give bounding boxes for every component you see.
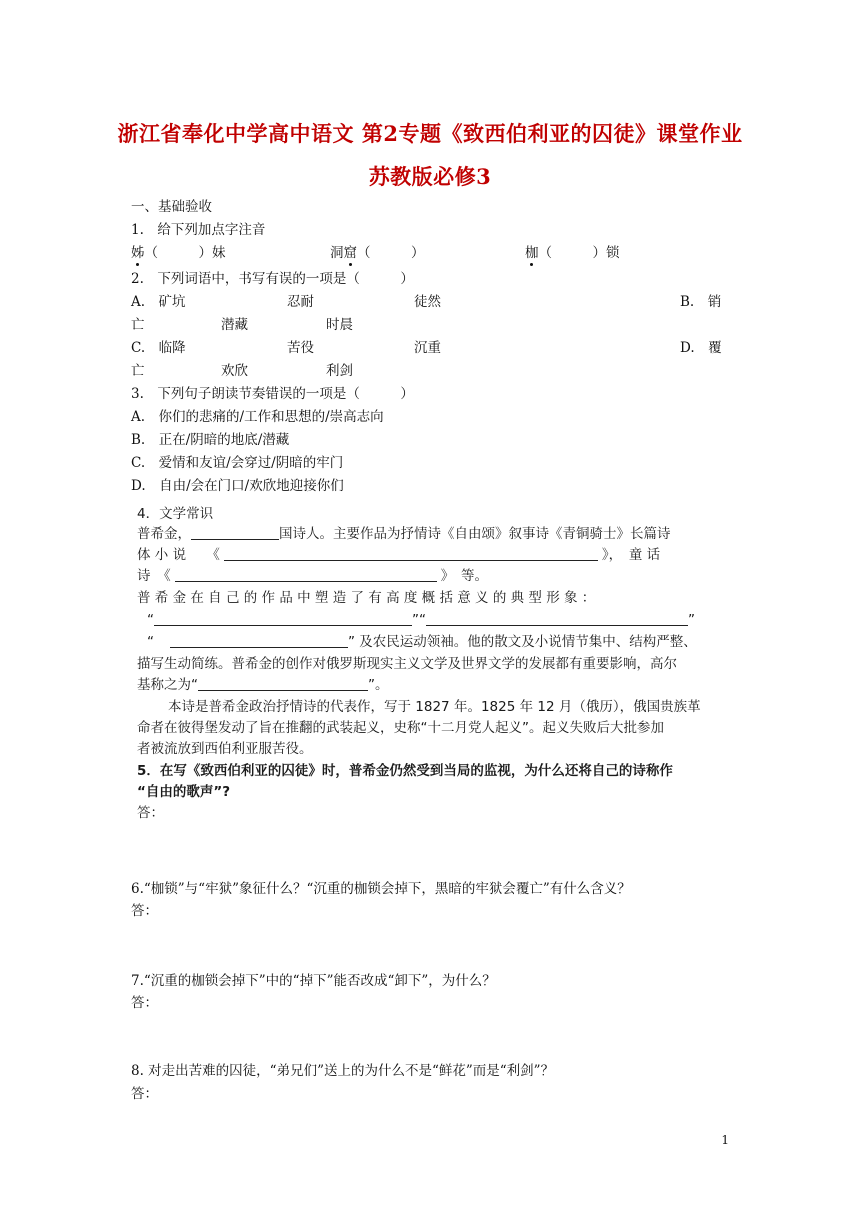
q2-option-c-word2: 苦役 bbox=[287, 340, 314, 356]
fill-blank[interactable] bbox=[198, 676, 368, 691]
q2-option-c-word3: 沉重 bbox=[414, 340, 441, 356]
q4-l3-text-b: 》 等。 bbox=[440, 568, 488, 584]
q4-l2-text-b: 》， 童 话 bbox=[601, 547, 661, 563]
q1-item-b bbox=[330, 244, 425, 262]
q7-answer-label: 答： bbox=[131, 995, 158, 1011]
q1-c-paren: （ ） bbox=[538, 245, 606, 261]
q1-b-dotted-char: 窟 bbox=[343, 245, 357, 261]
q4-l6-quote-open: “ bbox=[147, 634, 154, 650]
q1-b-paren: （ ） bbox=[357, 245, 425, 261]
q4-l6-text: ” 及农民运动领袖。他的散文及小说情节集中、结构严整、 bbox=[348, 634, 697, 650]
q2-option-a: A. 矿坑 bbox=[131, 294, 186, 310]
q2-stem: 2. 下列词语中，书写有误的一项是（ ） bbox=[131, 271, 414, 287]
q4-l5-quote-open: “ bbox=[147, 612, 154, 628]
q4-paragraph-2: 命者在彼得堡发动了旨在推翻的武装起义，史称“十二月党人起义”。起义失败后大批参加 bbox=[137, 720, 664, 736]
fill-blank[interactable] bbox=[175, 567, 437, 582]
q1-c-dotted-char: 枷 bbox=[525, 245, 539, 261]
q6-stem: 6.“枷锁”与“牢狱”象征什么？“沉重的枷锁会掉下，黑暗的牢狱会覆亡”有什么含义？ bbox=[131, 881, 631, 897]
q3-option-b: B. 正在/阴暗的地底/潜藏 bbox=[131, 432, 290, 448]
q1-a-rest: 妹 bbox=[212, 245, 226, 261]
q4-heading: 4．文学常识 bbox=[137, 506, 214, 522]
fill-blank[interactable] bbox=[154, 611, 412, 626]
q4-l8-text-a: 基称之为“ bbox=[137, 677, 198, 693]
q6-answer-label: 答： bbox=[131, 903, 158, 919]
q4-line-8 bbox=[137, 676, 389, 694]
q1-a-dotted-char: 姊 bbox=[131, 245, 145, 261]
page-number: 1 bbox=[721, 1133, 729, 1147]
q5-stem-2: “自由的歌声”? bbox=[137, 784, 231, 800]
q1-item-a bbox=[131, 244, 226, 262]
q1-a-paren: （ ） bbox=[144, 245, 212, 261]
q4-line-7: 描写生动简练。普希金的创作对俄罗斯现实主义文学及世界文学的发展都有重要影响，高尔 bbox=[137, 656, 677, 672]
q4-line-5 bbox=[147, 611, 695, 629]
q2-option-b-word2: 潜藏 bbox=[221, 317, 248, 333]
q7-stem: 7.“沉重的枷锁会掉下”中的“掉下”能否改成“卸下”，为什么？ bbox=[131, 973, 496, 989]
q2-option-a-word2: 忍耐 bbox=[287, 294, 314, 310]
q5-stem-1: 5．在写《致西伯利亚的囚徒》时，普希金仍然受到当局的监视，为什么还将自己的诗称作 bbox=[137, 763, 673, 779]
fill-blank[interactable] bbox=[224, 546, 598, 561]
q1-item-c bbox=[525, 244, 620, 262]
q2-option-d-cont: 亡 bbox=[131, 363, 145, 379]
fill-blank[interactable] bbox=[426, 611, 688, 626]
q4-line-1 bbox=[137, 525, 671, 543]
q4-line-4: 普 希 金 在 自 己 的 作 品 中 塑 造 了 有 高 度 概 括 意 义 的 典 型 形 象 ： bbox=[137, 590, 596, 606]
q4-l8-text-b: ”。 bbox=[368, 677, 389, 693]
q1-stem: 1. 给下列加点字注音 bbox=[131, 222, 266, 238]
q3-option-c: C. 爱情和友谊/会穿过/阴暗的牢门 bbox=[131, 455, 344, 471]
q4-line-2 bbox=[137, 546, 660, 564]
document-title: 浙江省奉化中学高中语文 第2专题《致西伯利亚的囚徒》课堂作业 bbox=[117, 121, 743, 146]
q2-option-d-word2: 欢欣 bbox=[221, 363, 248, 379]
q4-line-3 bbox=[137, 567, 488, 585]
q4-paragraph-1: 本诗是普希金政治抒情诗的代表作，写于 1827 年。1825 年 12 月（俄历），俄国贵族革 bbox=[168, 699, 701, 715]
q4-paragraph-3: 者被流放到西伯利亚服苦役。 bbox=[137, 741, 313, 757]
q8-answer-label: 答： bbox=[131, 1086, 158, 1102]
q1-b-pre: 洞 bbox=[330, 245, 344, 261]
section-heading: 一、基础验收 bbox=[131, 199, 212, 215]
fill-blank[interactable] bbox=[191, 525, 279, 540]
q4-l3-text-a: 诗 《 bbox=[137, 568, 171, 584]
q5-answer-label: 答： bbox=[137, 805, 164, 821]
q4-l5-quote-mid: ”“ bbox=[412, 612, 426, 628]
q4-l2-text-a: 体 小 说 《 bbox=[137, 547, 220, 563]
q4-l5-quote-close: ” bbox=[688, 612, 695, 628]
q2-option-b: B. 销 bbox=[680, 294, 722, 310]
q3-option-d: D. 自由/会在门口/欢欣地迎接你们 bbox=[131, 478, 344, 494]
q2-option-b-word3: 时晨 bbox=[326, 317, 353, 333]
q2-option-d: D. 覆 bbox=[680, 340, 722, 356]
q4-l1-text-a: 普希金， bbox=[137, 526, 191, 542]
fill-blank[interactable] bbox=[170, 633, 348, 648]
q4-line-6 bbox=[147, 633, 697, 651]
q8-stem: 8. 对走出苦难的囚徒，“弟兄们”送上的为什么不是“鲜花”而是“利剑”？ bbox=[131, 1063, 555, 1079]
q3-stem: 3. 下列句子朗读节奏错误的一项是（ ） bbox=[131, 386, 414, 402]
q1-c-rest: 锁 bbox=[606, 245, 620, 261]
q2-option-c: C. 临降 bbox=[131, 340, 186, 356]
q3-option-a: A. 你们的悲痛的/工作和思想的/崇高志向 bbox=[131, 409, 384, 425]
q2-option-a-word3: 徒然 bbox=[414, 294, 441, 310]
q2-option-b-cont: 亡 bbox=[131, 317, 145, 333]
q4-l1-text-b: 国诗人。主要作品为抒情诗《自由颂》叙事诗《青铜骑士》长篇诗 bbox=[279, 526, 671, 542]
document-subtitle: 苏教版必修3 bbox=[368, 164, 492, 189]
q2-option-d-word3: 利剑 bbox=[326, 363, 353, 379]
